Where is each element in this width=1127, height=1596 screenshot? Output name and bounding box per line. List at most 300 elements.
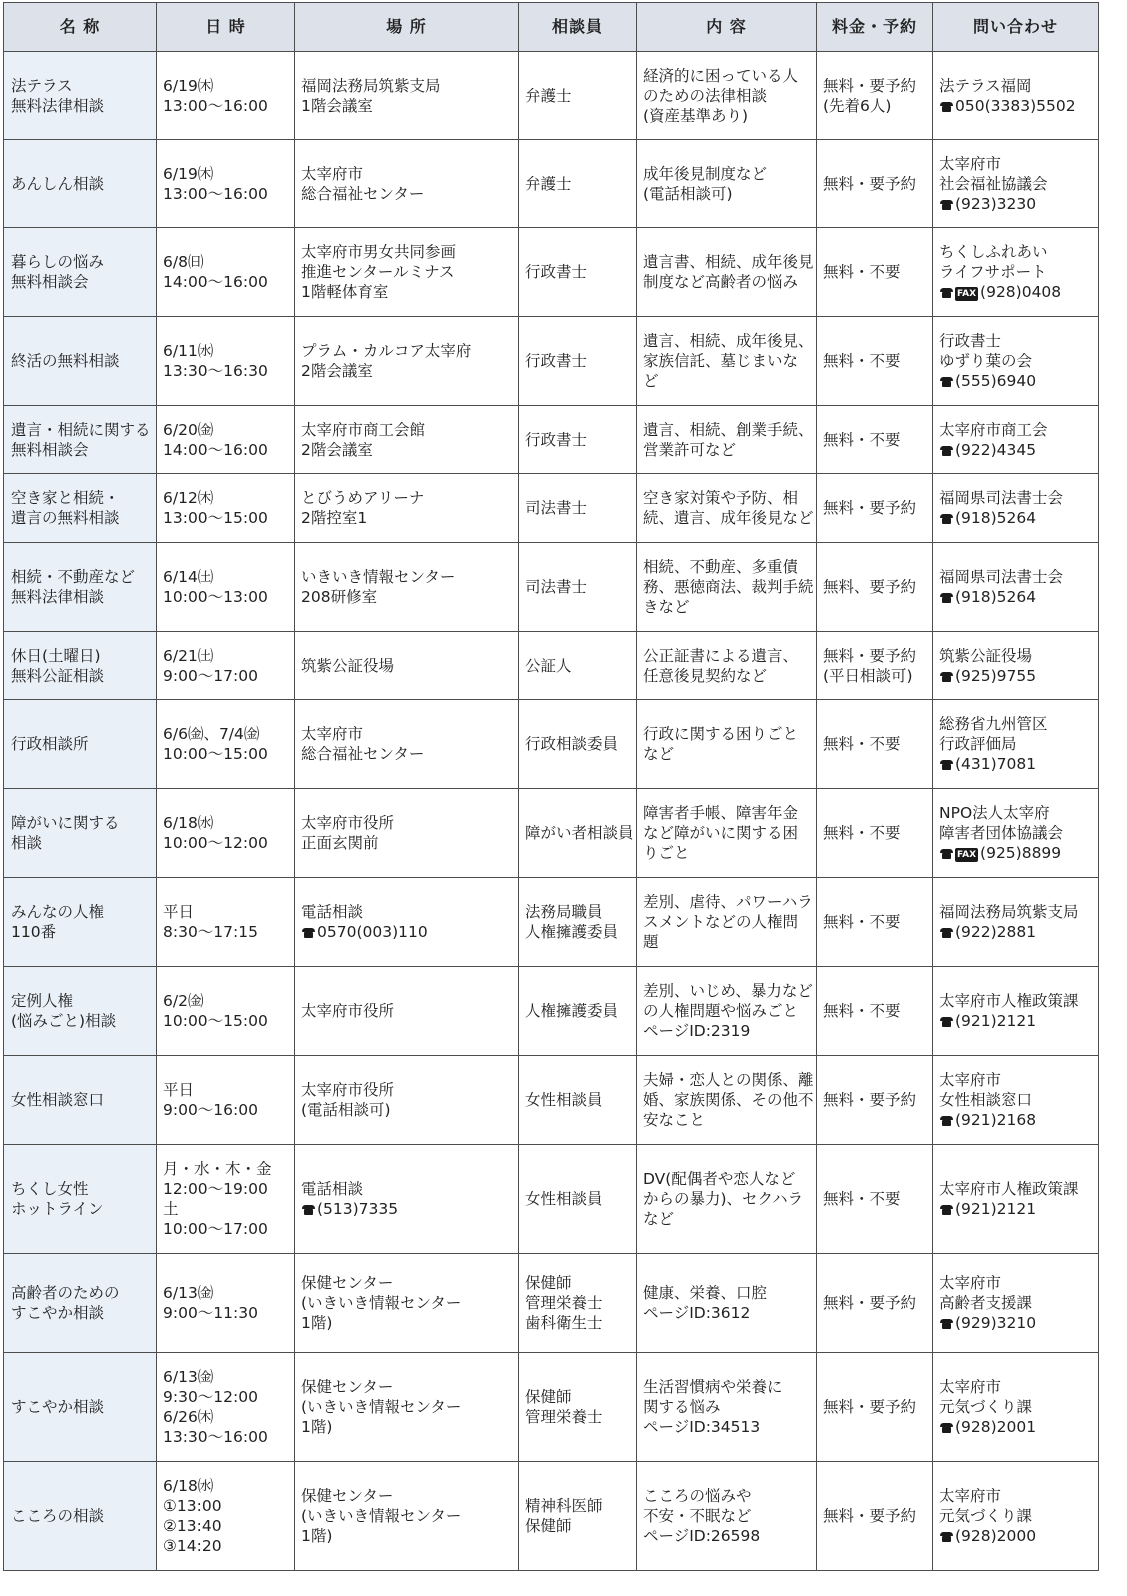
cell-contact-text: 太宰府市 高齢者支援課 bbox=[939, 1274, 1033, 1312]
cell-contact-text: 太宰府市人権政策課 bbox=[939, 992, 1079, 1010]
table-row bbox=[4, 406, 1099, 474]
cell-staff bbox=[519, 140, 637, 228]
cell-staff-text: 弁護士 bbox=[525, 86, 572, 105]
cell-staff bbox=[519, 700, 637, 789]
cell-contact-text: ちくしふれあい ライフサポート bbox=[939, 243, 1048, 281]
cell-content-text: 公正証書による遺言、 任意後見契約など bbox=[643, 646, 799, 685]
header-contact: 問い合わせ bbox=[933, 3, 1099, 52]
cell-place-text: 太宰府市男女共同参画 推進センタールミナス 1階軽体育室 bbox=[301, 243, 457, 301]
cell-place bbox=[295, 317, 519, 406]
cell-fee-text: 無料・要予約 bbox=[823, 1398, 917, 1416]
cell-place-text: 電話相談 bbox=[301, 903, 364, 921]
cell-content bbox=[637, 789, 817, 878]
cell-staff bbox=[519, 967, 637, 1056]
table-row bbox=[4, 543, 1099, 632]
header-staff: 相談員 bbox=[519, 3, 637, 52]
cell-contact-text: 太宰府市 元気づくり課 bbox=[939, 1378, 1033, 1416]
cell-content bbox=[637, 1462, 817, 1571]
cell-name-text: あんしん相談 bbox=[11, 174, 105, 193]
cell-fee bbox=[817, 140, 933, 228]
cell-place-text: 筑紫公証役場 bbox=[301, 656, 395, 675]
cell-contact bbox=[933, 317, 1099, 406]
cell-staff-text: 保健師 管理栄養士 歯科衛生士 bbox=[525, 1274, 603, 1332]
cell-contact bbox=[933, 1462, 1099, 1571]
cell-datetime-text: 6/14㈯ 10:00〜13:00 bbox=[163, 568, 268, 606]
cell-name bbox=[4, 317, 157, 406]
cell-datetime-text: 6/13㈮ 9:00〜11:30 bbox=[163, 1284, 258, 1322]
cell-fee-text: 無料・不要 bbox=[823, 263, 901, 281]
phone-icon bbox=[939, 1205, 954, 1215]
cell-fee-text: 無料・不要 bbox=[823, 913, 901, 931]
cell-contact-text: NPO法人太宰府 障害者団体協議会 bbox=[939, 804, 1064, 842]
cell-datetime-text: 6/12㈭ 13:00〜15:00 bbox=[163, 489, 268, 527]
cell-name bbox=[4, 789, 157, 878]
cell-place bbox=[295, 967, 519, 1056]
table-row bbox=[4, 140, 1099, 228]
cell-name bbox=[4, 1462, 157, 1571]
cell-staff bbox=[519, 317, 637, 406]
contact-phone-number: (922)4345 bbox=[955, 440, 1037, 459]
cell-content bbox=[637, 1056, 817, 1145]
cell-datetime-text: 6/2㈮ 10:00〜15:00 bbox=[163, 992, 268, 1030]
cell-place-text: 保健センター (いきいき情報センター 1階) bbox=[301, 1274, 462, 1332]
cell-datetime bbox=[157, 543, 295, 632]
cell-content-text: 障害者手帳、障害年金 など障がいに関する困 りごと bbox=[643, 804, 799, 862]
cell-name-text: 遺言・相続に関する 無料相談会 bbox=[11, 420, 151, 459]
phone-icon bbox=[939, 593, 954, 603]
contact-phone-number: (925)9755 bbox=[955, 666, 1037, 685]
cell-contact bbox=[933, 1056, 1099, 1145]
cell-place bbox=[295, 632, 519, 700]
cell-fee-text: 無料・不要 bbox=[823, 1002, 901, 1020]
cell-place-text: いきいき情報センター 208研修室 bbox=[301, 568, 456, 606]
cell-fee bbox=[817, 1056, 933, 1145]
phone-icon bbox=[939, 1532, 954, 1542]
cell-place bbox=[295, 789, 519, 878]
cell-name-text: 暮らしの悩み 無料相談会 bbox=[11, 253, 105, 291]
cell-content bbox=[637, 52, 817, 140]
cell-datetime bbox=[157, 789, 295, 878]
table-row bbox=[4, 967, 1099, 1056]
cell-contact bbox=[933, 632, 1099, 700]
cell-contact-text: 太宰府市商工会 bbox=[939, 420, 1048, 439]
cell-content bbox=[637, 967, 817, 1056]
cell-name-text: 障がいに関する 相談 bbox=[11, 814, 120, 852]
cell-name bbox=[4, 140, 157, 228]
cell-content bbox=[637, 228, 817, 317]
cell-name-text: 女性相談窓口 bbox=[11, 1091, 105, 1109]
cell-contact bbox=[933, 52, 1099, 140]
phone-icon bbox=[939, 514, 954, 524]
cell-name-text: 空き家と相続・ 遺言の無料相談 bbox=[11, 489, 120, 527]
cell-place bbox=[295, 228, 519, 317]
cell-place-text: プラム・カルコア太宰府 2階会議室 bbox=[301, 342, 472, 380]
cell-staff bbox=[519, 1353, 637, 1462]
cell-name-text: こころの相談 bbox=[11, 1507, 105, 1525]
cell-datetime-text: 月・水・木・金 12:00〜19:00 土 10:00〜17:00 bbox=[163, 1160, 272, 1238]
cell-place-text: 太宰府市役所 正面玄関前 bbox=[301, 814, 395, 852]
cell-content-text: 成年後見制度など (電話相談可) bbox=[643, 164, 768, 203]
cell-datetime bbox=[157, 52, 295, 140]
cell-staff-text: 行政書士 bbox=[525, 352, 588, 370]
cell-fee bbox=[817, 317, 933, 406]
cell-fee-text: 無料・要予約 (先着6人) bbox=[823, 76, 917, 115]
header-datetime: 日 時 bbox=[157, 3, 295, 52]
cell-place bbox=[295, 406, 519, 474]
contact-phone-number: (921)2168 bbox=[955, 1111, 1037, 1129]
cell-staff bbox=[519, 543, 637, 632]
header-content: 内 容 bbox=[637, 3, 817, 52]
cell-datetime-text: 6/11㈬ 13:30〜16:30 bbox=[163, 342, 268, 380]
cell-datetime-text: 平日 9:00〜16:00 bbox=[163, 1081, 258, 1119]
contact-phone-number: (922)2881 bbox=[955, 923, 1037, 941]
table-row bbox=[4, 1462, 1099, 1571]
cell-name bbox=[4, 1353, 157, 1462]
cell-content-text: 遺言書、相続、成年後見 制度など高齢者の悩み bbox=[643, 253, 814, 291]
table-row bbox=[4, 1254, 1099, 1353]
cell-name-text: 定例人権 (悩みごと)相談 bbox=[11, 992, 117, 1030]
cell-place-text: 保健センター (いきいき情報センター 1階) bbox=[301, 1378, 462, 1436]
cell-place bbox=[295, 700, 519, 789]
cell-name bbox=[4, 632, 157, 700]
consultation-table bbox=[3, 2, 1099, 1571]
cell-staff bbox=[519, 1254, 637, 1353]
table-row bbox=[4, 52, 1099, 140]
cell-place-text: とびうめアリーナ 2階控室1 bbox=[301, 489, 425, 527]
phone-icon bbox=[939, 760, 954, 770]
cell-datetime-text: 6/6㈮、7/4㈮ 10:00〜15:00 bbox=[163, 725, 268, 763]
table-row bbox=[4, 789, 1099, 878]
contact-phone-number: 050(3383)5502 bbox=[955, 96, 1076, 115]
fax-icon: FAX bbox=[957, 850, 977, 860]
cell-place bbox=[295, 878, 519, 967]
cell-fee-text: 無料・不要 bbox=[823, 824, 901, 842]
cell-staff bbox=[519, 632, 637, 700]
table-row bbox=[4, 1056, 1099, 1145]
cell-fee-text: 無料・要予約 bbox=[823, 1294, 917, 1312]
cell-contact-text: 太宰府市 社会福祉協議会 bbox=[939, 154, 1048, 193]
cell-name bbox=[4, 967, 157, 1056]
cell-place bbox=[295, 52, 519, 140]
cell-staff-text: 障がい者相談員 bbox=[525, 824, 634, 842]
cell-staff-text: 女性相談員 bbox=[525, 1091, 603, 1109]
phone-icon bbox=[939, 1116, 954, 1126]
cell-name-text: 行政相談所 bbox=[11, 735, 89, 753]
cell-contact bbox=[933, 700, 1099, 789]
cell-name bbox=[4, 700, 157, 789]
cell-content-text: 相続、不動産、多重債 務、悪徳商法、裁判手続 きなど bbox=[643, 558, 814, 616]
cell-content bbox=[637, 140, 817, 228]
cell-datetime-text: 6/19㈭ 13:00〜16:00 bbox=[163, 76, 268, 115]
cell-fee bbox=[817, 1254, 933, 1353]
cell-place bbox=[295, 1056, 519, 1145]
contact-phone-number: (918)5264 bbox=[955, 588, 1037, 606]
cell-contact-text: 福岡県司法書士会 bbox=[939, 489, 1064, 507]
phone-icon bbox=[939, 672, 954, 682]
cell-contact bbox=[933, 1145, 1099, 1254]
cell-datetime-text: 平日 8:30〜17:15 bbox=[163, 903, 258, 941]
cell-staff bbox=[519, 52, 637, 140]
cell-datetime-text: 6/21㈯ 9:00〜17:00 bbox=[163, 646, 258, 685]
cell-name-text: 休日(土曜日) 無料公証相談 bbox=[11, 646, 105, 685]
contact-phone-number: (555)6940 bbox=[955, 372, 1037, 390]
cell-fee bbox=[817, 1353, 933, 1462]
cell-staff-text: 行政書士 bbox=[525, 430, 588, 449]
cell-datetime-text: 6/18㈬ ①13:00 ②13:40 ③14:20 bbox=[163, 1477, 222, 1555]
cell-staff-text: 行政相談委員 bbox=[525, 735, 619, 753]
cell-content-text: DV(配偶者や恋人など からの暴力)、セクハラ など bbox=[643, 1170, 804, 1228]
cell-staff-text: 弁護士 bbox=[525, 174, 572, 193]
cell-fee bbox=[817, 967, 933, 1056]
phone-icon bbox=[939, 102, 954, 112]
cell-staff bbox=[519, 1462, 637, 1571]
cell-staff-text: 行政書士 bbox=[525, 263, 588, 281]
cell-name bbox=[4, 543, 157, 632]
cell-content bbox=[637, 632, 817, 700]
phone-icon bbox=[939, 849, 954, 859]
fax-icon: FAX bbox=[957, 289, 977, 299]
cell-datetime bbox=[157, 1254, 295, 1353]
cell-fee bbox=[817, 52, 933, 140]
cell-fee-text: 無料・不要 bbox=[823, 1190, 901, 1208]
consultation-table-wrapper bbox=[3, 2, 1099, 1571]
header-row bbox=[4, 3, 1099, 52]
cell-datetime-text: 6/20㈮ 14:00〜16:00 bbox=[163, 420, 268, 459]
cell-staff-text: 司法書士 bbox=[525, 578, 588, 596]
cell-name bbox=[4, 1254, 157, 1353]
cell-content bbox=[637, 543, 817, 632]
phone-icon bbox=[939, 377, 954, 387]
cell-content-text: 生活習慣病や栄養に 関する悩み ページID:34513 bbox=[643, 1378, 783, 1436]
contact-phone-number: (921)2121 bbox=[955, 1200, 1037, 1218]
cell-staff-text: 司法書士 bbox=[525, 499, 588, 517]
cell-content-text: 遺言、相続、成年後見、 家族信託、墓じまいな ど bbox=[643, 332, 814, 390]
table-row bbox=[4, 228, 1099, 317]
cell-content bbox=[637, 474, 817, 543]
cell-content-text: 差別、虐待、パワーハラ スメントなどの人権問 題 bbox=[643, 893, 813, 951]
cell-fee bbox=[817, 878, 933, 967]
cell-place-text: 太宰府市 総合福祉センター bbox=[301, 164, 425, 203]
cell-place-text: 太宰府市商工会館 2階会議室 bbox=[301, 420, 426, 459]
cell-fee bbox=[817, 474, 933, 543]
cell-datetime-text: 6/19㈭ 13:00〜16:00 bbox=[163, 164, 268, 203]
table-row bbox=[4, 700, 1099, 789]
cell-content-text: 経済的に困っている人 のための法律相談 (資産基準あり) bbox=[643, 66, 799, 125]
cell-contact-text: 福岡法務局筑紫支局 bbox=[939, 903, 1079, 921]
phone-icon bbox=[939, 928, 954, 938]
cell-staff-text: 女性相談員 bbox=[525, 1190, 603, 1208]
phone-icon bbox=[939, 1423, 954, 1433]
cell-contact bbox=[933, 474, 1099, 543]
contact-phone-number: (928)2001 bbox=[955, 1418, 1037, 1436]
cell-fee bbox=[817, 1145, 933, 1254]
place-phone-number: (513)7335 bbox=[317, 1200, 399, 1218]
cell-name bbox=[4, 474, 157, 543]
cell-content-text: こころの悩みや 不安・不眠など ページID:26598 bbox=[643, 1487, 761, 1545]
cell-content bbox=[637, 878, 817, 967]
cell-content bbox=[637, 406, 817, 474]
cell-fee-text: 無料・不要 bbox=[823, 352, 901, 370]
cell-fee bbox=[817, 228, 933, 317]
cell-fee bbox=[817, 543, 933, 632]
phone-icon bbox=[939, 1017, 954, 1027]
cell-contact bbox=[933, 543, 1099, 632]
cell-fee-text: 無料・要予約 bbox=[823, 174, 917, 193]
cell-name bbox=[4, 406, 157, 474]
cell-datetime bbox=[157, 878, 295, 967]
cell-name-text: ちくし女性 ホットライン bbox=[11, 1180, 104, 1218]
cell-datetime bbox=[157, 406, 295, 474]
table-row bbox=[4, 632, 1099, 700]
cell-staff-text: 保健師 管理栄養士 bbox=[525, 1388, 603, 1426]
cell-staff bbox=[519, 1145, 637, 1254]
cell-datetime bbox=[157, 317, 295, 406]
cell-datetime bbox=[157, 228, 295, 317]
cell-contact-text: 行政書士 ゆずり葉の会 bbox=[939, 332, 1033, 370]
cell-datetime bbox=[157, 474, 295, 543]
cell-contact-text: 太宰府市人権政策課 bbox=[939, 1180, 1079, 1198]
cell-datetime bbox=[157, 140, 295, 228]
cell-staff bbox=[519, 1056, 637, 1145]
contact-phone-number: (925)8899 bbox=[980, 844, 1062, 862]
cell-contact bbox=[933, 406, 1099, 474]
cell-content-text: 空き家対策や予防、相 続、遺言、成年後見など bbox=[643, 489, 814, 527]
cell-datetime bbox=[157, 632, 295, 700]
cell-name-text: すこやか相談 bbox=[11, 1398, 105, 1416]
header-fee: 料金・予約 bbox=[817, 3, 933, 52]
cell-place-text: 太宰府市 総合福祉センター bbox=[301, 725, 425, 763]
phone-icon bbox=[301, 928, 316, 938]
table-row bbox=[4, 878, 1099, 967]
cell-contact-text: 太宰府市 元気づくり課 bbox=[939, 1487, 1033, 1525]
cell-place bbox=[295, 1254, 519, 1353]
cell-fee bbox=[817, 700, 933, 789]
cell-name bbox=[4, 1056, 157, 1145]
cell-content bbox=[637, 1353, 817, 1462]
cell-name bbox=[4, 52, 157, 140]
cell-contact-text: 太宰府市 女性相談窓口 bbox=[939, 1071, 1033, 1109]
header-name: 名 称 bbox=[4, 3, 157, 52]
phone-icon bbox=[301, 1205, 316, 1215]
phone-icon bbox=[939, 1319, 954, 1329]
cell-content-text: 遺言、相続、創業手続、 営業許可など bbox=[643, 420, 814, 459]
cell-datetime bbox=[157, 1056, 295, 1145]
table-row bbox=[4, 317, 1099, 406]
cell-datetime bbox=[157, 1353, 295, 1462]
cell-staff bbox=[519, 228, 637, 317]
cell-fee-text: 無料、要予約 bbox=[823, 578, 917, 596]
cell-contact-text: 福岡県司法書士会 bbox=[939, 568, 1064, 586]
cell-place bbox=[295, 543, 519, 632]
cell-contact bbox=[933, 1254, 1099, 1353]
cell-place-text: 福岡法務局筑紫支局 1階会議室 bbox=[301, 76, 441, 115]
table-row bbox=[4, 474, 1099, 543]
cell-fee-text: 無料・要予約 (平日相談可) bbox=[823, 646, 917, 685]
table-body bbox=[4, 52, 1099, 1571]
cell-place-text: 太宰府市役所 (電話相談可) bbox=[301, 1081, 395, 1119]
cell-datetime-text: 6/18㈬ 10:00〜12:00 bbox=[163, 814, 268, 852]
cell-datetime bbox=[157, 700, 295, 789]
place-phone-number: 0570(003)110 bbox=[317, 923, 428, 941]
cell-contact bbox=[933, 967, 1099, 1056]
cell-name-text: 高齢者のための すこやか相談 bbox=[11, 1284, 120, 1322]
contact-phone-number: (431)7081 bbox=[955, 755, 1037, 773]
cell-staff-text: 公証人 bbox=[525, 656, 572, 675]
cell-fee bbox=[817, 1462, 933, 1571]
cell-content-text: 夫婦・恋人との関係、離 婚、家族関係、その他不 安なこと bbox=[643, 1071, 814, 1129]
cell-fee-text: 無料・要予約 bbox=[823, 1091, 917, 1109]
cell-place bbox=[295, 474, 519, 543]
cell-name bbox=[4, 1145, 157, 1254]
phone-icon bbox=[939, 446, 954, 456]
cell-staff-text: 人権擁護委員 bbox=[525, 1002, 619, 1020]
cell-name-text: 法テラス 無料法律相談 bbox=[11, 76, 105, 115]
header-place: 場 所 bbox=[295, 3, 519, 52]
cell-datetime bbox=[157, 1145, 295, 1254]
cell-datetime-text: 6/8㈰ 14:00〜16:00 bbox=[163, 253, 268, 291]
contact-phone-number: (928)0408 bbox=[980, 283, 1062, 301]
table-row bbox=[4, 1145, 1099, 1254]
cell-place bbox=[295, 1145, 519, 1254]
cell-fee bbox=[817, 789, 933, 878]
cell-contact-text: 総務省九州管区 行政評価局 bbox=[939, 715, 1048, 753]
contact-phone-number: (923)3230 bbox=[955, 194, 1037, 213]
cell-contact-text: 法テラス福岡 bbox=[939, 76, 1032, 95]
contact-phone-number: (921)2121 bbox=[955, 1012, 1037, 1030]
cell-name-text: 相続・不動産など 無料法律相談 bbox=[11, 568, 136, 606]
cell-name bbox=[4, 228, 157, 317]
cell-contact bbox=[933, 140, 1099, 228]
cell-staff bbox=[519, 789, 637, 878]
cell-place bbox=[295, 140, 519, 228]
cell-contact bbox=[933, 228, 1099, 317]
cell-name-text: みんなの人権 110番 bbox=[11, 903, 105, 941]
cell-contact-text: 筑紫公証役場 bbox=[939, 646, 1033, 665]
cell-content bbox=[637, 1145, 817, 1254]
table-row bbox=[4, 1353, 1099, 1462]
cell-name bbox=[4, 878, 157, 967]
contact-phone-number: (928)2000 bbox=[955, 1527, 1037, 1545]
cell-fee-text: 無料・不要 bbox=[823, 430, 901, 449]
cell-name-text: 終活の無料相談 bbox=[11, 352, 120, 370]
cell-content-text: 差別、いじめ、暴力など の人権問題や悩みごと ページID:2319 bbox=[643, 982, 813, 1040]
cell-staff-text: 法務局職員 人権擁護委員 bbox=[525, 903, 619, 941]
cell-fee bbox=[817, 632, 933, 700]
cell-contact bbox=[933, 878, 1099, 967]
cell-content-text: 行政に関する困りごと など bbox=[643, 725, 799, 763]
cell-staff-text: 精神科医師 保健師 bbox=[525, 1497, 603, 1535]
cell-contact bbox=[933, 789, 1099, 878]
cell-content-text: 健康、栄養、口腔 ページID:3612 bbox=[643, 1284, 768, 1322]
cell-fee bbox=[817, 406, 933, 474]
cell-datetime bbox=[157, 1462, 295, 1571]
cell-staff bbox=[519, 406, 637, 474]
contact-phone-number: (929)3210 bbox=[955, 1314, 1037, 1332]
cell-staff bbox=[519, 878, 637, 967]
cell-datetime-text: 6/13㈮ 9:30〜12:00 6/26㈭ 13:30〜16:00 bbox=[163, 1368, 268, 1446]
cell-place bbox=[295, 1462, 519, 1571]
cell-contact bbox=[933, 1353, 1099, 1462]
cell-place-text: 電話相談 bbox=[301, 1180, 364, 1198]
phone-icon bbox=[939, 288, 954, 298]
cell-fee-text: 無料・要予約 bbox=[823, 1507, 917, 1525]
cell-place-text: 太宰府市役所 bbox=[301, 1002, 395, 1020]
cell-datetime bbox=[157, 967, 295, 1056]
cell-fee-text: 無料・要予約 bbox=[823, 499, 917, 517]
cell-place-text: 保健センター (いきいき情報センター 1階) bbox=[301, 1487, 462, 1545]
contact-phone-number: (918)5264 bbox=[955, 509, 1037, 527]
cell-content bbox=[637, 700, 817, 789]
